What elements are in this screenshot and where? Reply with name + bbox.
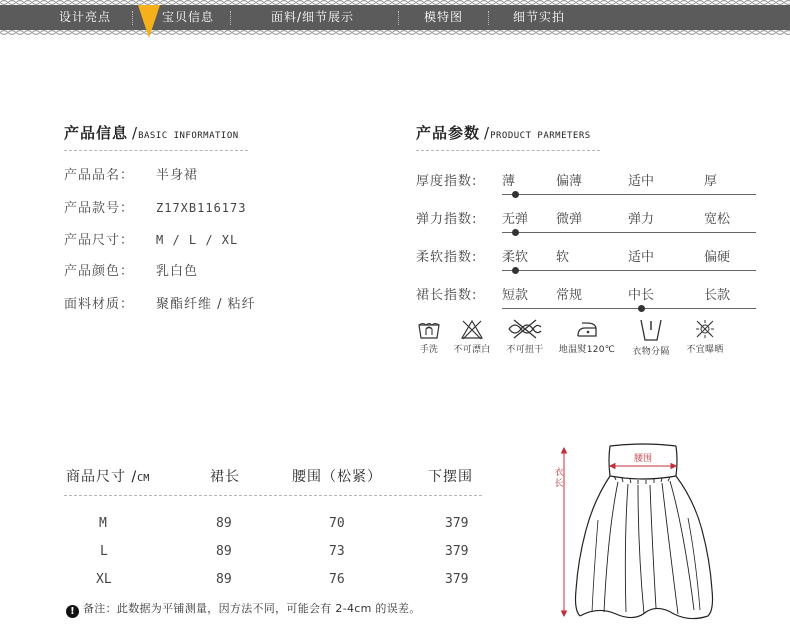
product-info-title: 产品信息 /BASIC INFORMATION bbox=[64, 124, 239, 142]
length-label-2: 长 bbox=[554, 479, 564, 489]
nav-separator bbox=[132, 11, 133, 25]
info-label: 产品款号： bbox=[64, 201, 135, 216]
nav-bottom-border bbox=[0, 30, 790, 35]
info-row-color bbox=[64, 263, 198, 281]
param-row bbox=[416, 208, 756, 236]
param-option: 无弹 bbox=[502, 212, 529, 227]
param-scale-line bbox=[502, 194, 756, 195]
care-label: 衣物分隔 bbox=[632, 347, 670, 357]
table-cell: 379 bbox=[445, 544, 469, 559]
param-option: 适中 bbox=[628, 250, 655, 265]
info-label: 产品颜色： bbox=[64, 264, 135, 279]
table-cell: 379 bbox=[445, 572, 469, 587]
param-scale-line bbox=[502, 308, 756, 309]
info-row-sku bbox=[64, 199, 246, 217]
product-params-title-text: 产品参数 bbox=[416, 124, 481, 142]
param-scale-line bbox=[502, 232, 756, 233]
param-label: 厚度指数: bbox=[416, 174, 478, 189]
param-option: 长款 bbox=[704, 288, 731, 303]
param-row bbox=[416, 170, 756, 198]
care-no-wring bbox=[500, 318, 550, 355]
column-header-hem: 下摆围 bbox=[428, 469, 473, 485]
care-no-sun bbox=[680, 318, 730, 355]
param-option: 适中 bbox=[628, 174, 655, 189]
param-option: 偏薄 bbox=[556, 174, 583, 189]
param-option: 常规 bbox=[556, 288, 583, 303]
param-row bbox=[416, 284, 756, 312]
param-scale-line bbox=[502, 270, 756, 271]
param-label: 弹力指数: bbox=[416, 212, 478, 227]
waist-label: 腰围 bbox=[633, 454, 653, 464]
size-cell: XL bbox=[96, 572, 112, 587]
care-label: 不可漂白 bbox=[453, 345, 491, 355]
nav-item-product-info[interactable]: 宝贝信息 bbox=[162, 10, 215, 24]
nav-item-design[interactable]: 设计亮点 bbox=[59, 10, 112, 24]
table-cell: 70 bbox=[329, 516, 345, 531]
param-selected-marker bbox=[512, 191, 519, 198]
param-option: 柔软 bbox=[502, 250, 529, 265]
care-label: 地温熨120℃ bbox=[558, 345, 616, 355]
table-cell: 89 bbox=[216, 572, 232, 587]
nav-item-model[interactable]: 模特图 bbox=[424, 10, 464, 24]
info-row-material bbox=[64, 296, 256, 314]
column-header-waist: 腰围（松紧） bbox=[292, 469, 382, 485]
param-option: 偏硬 bbox=[704, 250, 731, 265]
table-cell: 73 bbox=[329, 544, 345, 559]
wash-separately-icon bbox=[638, 318, 664, 342]
size-cell: L bbox=[100, 544, 108, 559]
note-text: 备注：此数据为平铺测量，因方法不同，可能会有 2-4cm 的误差。 bbox=[83, 602, 421, 615]
param-option: 微弹 bbox=[556, 212, 583, 227]
no-bleach-icon bbox=[460, 318, 484, 340]
care-wash-separately bbox=[626, 318, 676, 357]
low-iron-icon bbox=[573, 318, 601, 340]
no-sun-icon bbox=[693, 318, 717, 340]
warning-icon: ! bbox=[66, 605, 79, 618]
info-row-name bbox=[64, 167, 198, 185]
size-table-header-label: 商品尺寸 /CM bbox=[66, 469, 150, 485]
param-option: 弹力 bbox=[628, 212, 655, 227]
care-label: 不可扭干 bbox=[506, 345, 544, 355]
size-table-unit: CM bbox=[137, 473, 150, 484]
nav-separator bbox=[398, 11, 399, 25]
param-selected-marker bbox=[512, 229, 519, 236]
divider bbox=[416, 150, 600, 151]
param-option: 厚 bbox=[704, 174, 718, 189]
no-wring-icon bbox=[505, 318, 545, 340]
param-option: 宽松 bbox=[704, 212, 731, 227]
skirt-measure-diagram bbox=[538, 440, 753, 620]
table-cell: 379 bbox=[445, 516, 469, 531]
info-label: 面料材质： bbox=[64, 297, 135, 312]
length-label-1: 衣 bbox=[554, 468, 564, 478]
param-option: 薄 bbox=[502, 174, 516, 189]
param-row bbox=[416, 246, 756, 274]
size-cell: M bbox=[99, 516, 107, 531]
info-label: 产品品名： bbox=[64, 168, 135, 183]
divider bbox=[64, 495, 482, 496]
table-cell: 76 bbox=[329, 572, 345, 587]
param-selected-marker bbox=[638, 305, 645, 312]
care-no-bleach bbox=[446, 318, 498, 355]
info-value: M / L / XL bbox=[156, 233, 239, 247]
param-option: 软 bbox=[556, 250, 570, 265]
param-label: 柔软指数: bbox=[416, 250, 478, 265]
nav-separator bbox=[230, 11, 231, 25]
nav-separator bbox=[488, 11, 489, 25]
product-params-title-en: PRODUCT PARMETERS bbox=[490, 131, 591, 141]
info-value: Z17XB116173 bbox=[156, 201, 247, 215]
nav-item-fabric[interactable]: 面料/细节展示 bbox=[271, 10, 355, 24]
info-row-size bbox=[64, 231, 238, 249]
divider bbox=[64, 150, 248, 151]
info-label: 产品尺寸： bbox=[64, 233, 135, 248]
info-value: 半身裙 bbox=[156, 168, 199, 183]
param-selected-marker bbox=[512, 267, 519, 274]
top-nav-bar bbox=[0, 5, 790, 30]
product-info-title-text: 产品信息 bbox=[64, 124, 129, 142]
info-value: 聚酯纤维 / 粘纤 bbox=[156, 297, 256, 312]
param-option: 中长 bbox=[628, 288, 655, 303]
care-label: 不宜曝晒 bbox=[686, 345, 724, 355]
measurement-note bbox=[66, 600, 421, 618]
table-cell: 89 bbox=[216, 544, 232, 559]
hand-wash-icon bbox=[417, 318, 441, 340]
column-header-length: 裙长 bbox=[210, 469, 240, 485]
care-hand-wash bbox=[416, 318, 442, 355]
active-nav-marker bbox=[138, 5, 160, 38]
info-value: 乳白色 bbox=[156, 264, 199, 279]
nav-item-details[interactable]: 细节实拍 bbox=[513, 10, 566, 24]
care-low-iron bbox=[556, 318, 618, 355]
product-params-title: 产品参数 /PRODUCT PARMETERS bbox=[416, 124, 591, 142]
product-info-title-en: BASIC INFORMATION bbox=[138, 131, 239, 141]
table-cell: 89 bbox=[216, 516, 232, 531]
care-label: 手洗 bbox=[419, 345, 439, 355]
size-table-title: 商品尺寸 bbox=[66, 469, 126, 485]
param-option: 短款 bbox=[502, 288, 529, 303]
param-label: 裙长指数: bbox=[416, 288, 478, 303]
